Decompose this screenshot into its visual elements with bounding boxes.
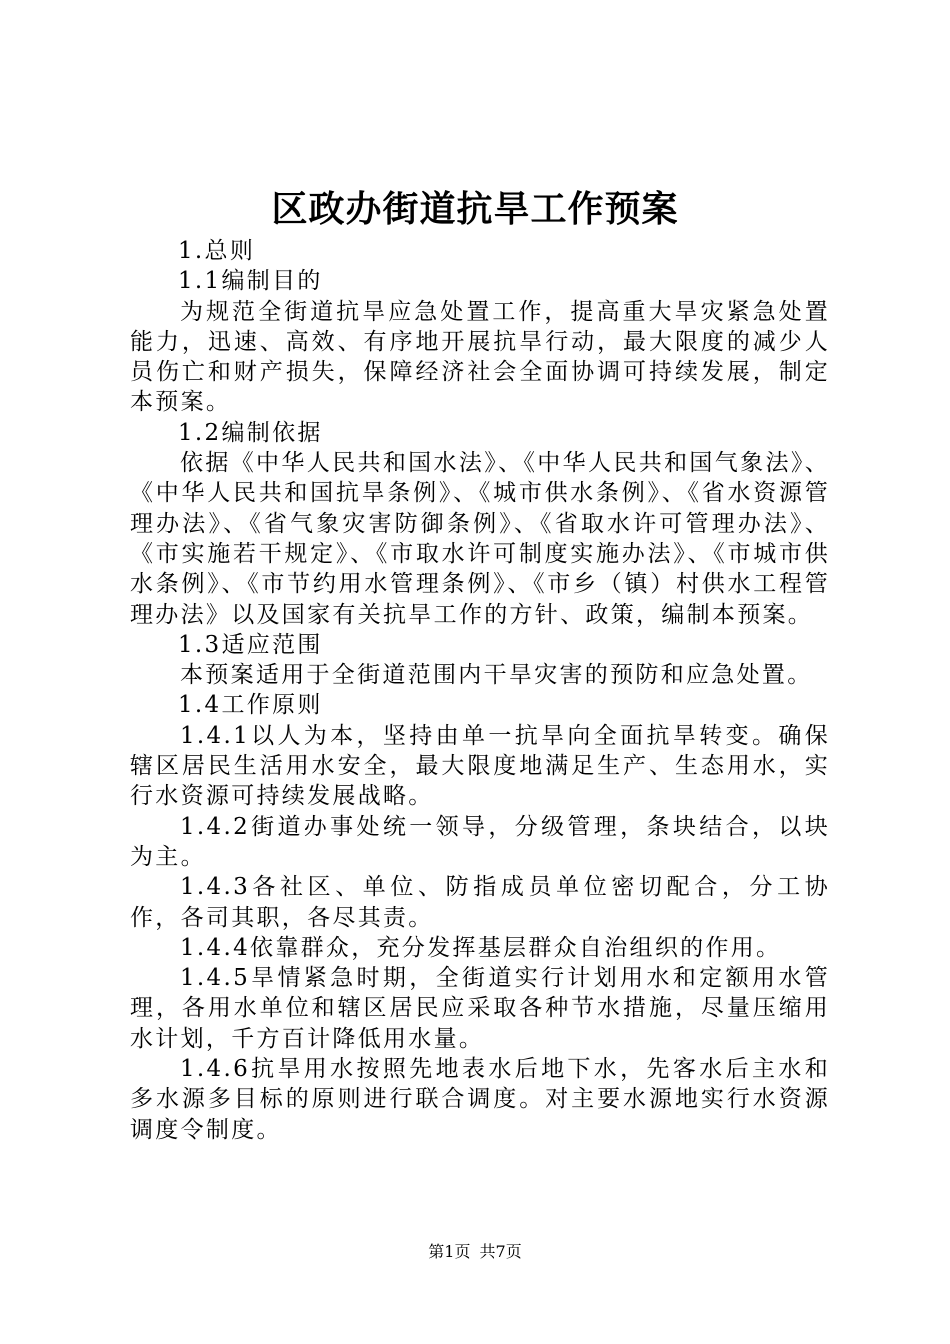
section-heading-purpose: 1.1编制目的 xyxy=(178,268,323,295)
paragraph-scope: 本预案适用于全街道范围内干旱灾害的预防和应急处置。 xyxy=(180,662,813,689)
section-heading-general: 1.总则 xyxy=(178,238,256,264)
section-heading-basis: 1.2编制依据 xyxy=(178,419,323,446)
paragraph-purpose: 为规范全街道抗旱应急处置工作，提高重大旱灾紧急处置能力，迅速、高效、有序地开展抗旱行动，最大限度的减少人员伤亡和财产损失，保障经济社会全面协调可持续发展，制定本预案。 xyxy=(130,298,830,416)
paragraph-principle-6: 1.4.6抗旱用水按照先地表水后地下水，先客水后主水和多水源多目标的原则进行联合调度。对主要水源地实行水资源调度令制度。 xyxy=(130,1056,830,1143)
paragraph-principle-2: 1.4.2街道办事处统一领导，分级管理，条块结合，以块为主。 xyxy=(130,813,830,870)
paragraph-principle-5: 1.4.5旱情紧急时期，全街道实行计划用水和定额用水管理，各用水单位和辖区居民应采取各种节水措施，尽量压缩用水计划，千方百计降低用水量。 xyxy=(130,965,830,1052)
document-body xyxy=(130,236,830,1145)
document-title: 区政办街道抗旱工作预案 xyxy=(271,188,679,230)
paragraph-principle-4: 1.4.4依靠群众，充分发挥基层群众自治组织的作用。 xyxy=(180,934,782,961)
paragraph-principle-3: 1.4.3各社区、单位、防指成员单位密切配合，分工协作，各司其职，各尽其责。 xyxy=(130,874,830,931)
section-heading-scope: 1.3适应范围 xyxy=(178,631,323,658)
paragraph-principle-1: 1.4.1以人为本，坚持由单一抗旱向全面抗旱转变。确保辖区居民生活用水安全，最大限度地满足生产、生态用水，实行水资源可持续发展战略。 xyxy=(130,722,830,810)
paragraph-basis: 依据《中华人民共和国水法》、《中华人民共和国气象法》、《中华人民共和国抗旱条例》、《城市供水条例》、《省水资源管理办法》、《省气象灾害防御条例》、《省取水许可管理办法》、《市实施若干规定》、《市取水许可制度实施办法》、《市城市供水条例》、《市节约用水管理条例》、《市乡（镇）村供水工程管理办法》以及国家有关抗旱工作的方针、政策，编制本预案。 xyxy=(130,450,830,628)
section-heading-principles: 1.4工作原则 xyxy=(178,692,323,719)
page-footer: 第1页 共7页 xyxy=(428,1242,522,1261)
